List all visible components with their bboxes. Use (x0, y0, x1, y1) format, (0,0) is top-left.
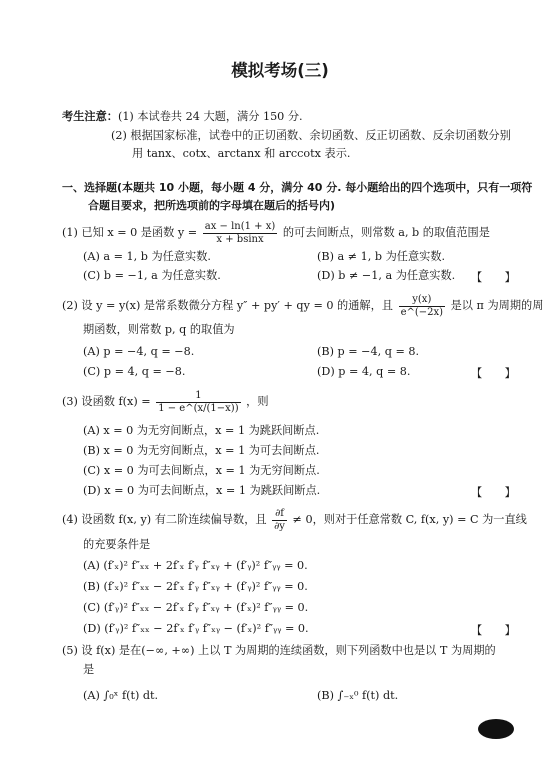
q5-stem-line-1: (5) 设 f(x) 是在(−∞, +∞) 上以 T 为周期的连续函数，则下列函数中也是以 T 为周期的 (62, 644, 496, 657)
q4-option-a: (A) (f′ₓ)² f″ₓₓ + 2f′ₓ f′ᵧ f″ₓᵧ + (f′ᵧ)² f″ᵧᵧ = 0. (83, 559, 308, 572)
q4-option-d: (D) (f′ᵧ)² f″ₓₓ − 2f′ₓ f′ᵧ f″ₓᵧ − (f′ₓ)² f″ᵧᵧ = 0. (83, 622, 309, 635)
q2-fraction-den: e^(−2x) (400, 306, 444, 318)
q5-option-a: (A) ∫₀ˣ f(t) dt. (83, 689, 159, 702)
q3-stem-pre: (3) 设函数 f(x) = (62, 395, 151, 408)
q3-fraction-num: 1 (156, 390, 240, 403)
q5-stem-line-2: 是 (83, 663, 95, 676)
q1-fraction-den: x + bsinx (216, 233, 264, 245)
q1-stem-pre: (1) 已知 x = 0 是函数 y = (62, 226, 198, 239)
q1-option-b: (B) a ≠ 1, b 为任意实数. (317, 250, 446, 263)
q4-stem-pre: (4) 设函数 f(x, y) 有二阶连续偏导数，且 (62, 513, 267, 526)
notice-item-2a: (2) 根据国家标准，试卷中的正切函数、余切函数、反正切函数、反余切函数分别 (111, 129, 511, 142)
q3-option-a: (A) x = 0 为无穷间断点，x = 1 为跳跃间断点. (83, 424, 320, 437)
q2-option-a: (A) p = −4, q = −8. (83, 345, 195, 358)
notice-item-1: (1) 本试卷共 24 大题，满分 150 分. (117, 110, 303, 123)
q1-option-a: (A) a = 1, b 为任意实数. (83, 250, 211, 263)
q3-option-c: (C) x = 0 为可去间断点，x = 1 为无穷间断点. (83, 464, 320, 477)
q2-option-c: (C) p = 4, q = −8. (83, 365, 186, 378)
q2-stem-line-2: 期函数，则常数 p, q 的取值为 (83, 323, 235, 336)
q2-stem-post: 是以 π 为周期的周 (450, 299, 544, 312)
q1-answer-bracket[interactable]: 【 】 (471, 271, 516, 284)
section-heading-line-2: 合题目要求，把所选项前的字母填在题后的括号内) (88, 199, 336, 212)
q2-stem-pre: (2) 设 y = y(x) 是常系数微分方程 y″ + py′ + qy = 0 的通解，且 (62, 299, 393, 312)
q1-stem-post: 的可去间断点，则常数 a, b 的取值范围是 (282, 226, 490, 239)
q3-answer-bracket[interactable]: 【 】 (471, 486, 516, 499)
q1-option-c: (C) b = −1, a 为任意实数. (83, 269, 221, 282)
q3-option-d: (D) x = 0 为可去间断点，x = 1 为跳跃间断点. (83, 484, 321, 497)
q2-option-b: (B) p = −4, q = 8. (317, 345, 420, 358)
q1-stem (62, 219, 490, 247)
q4-stem (62, 506, 527, 534)
q4-option-c: (C) (f′ᵧ)² f″ₓₓ − 2f′ₓ f′ᵧ f″ₓᵧ + (f′ₓ)² f″ᵧᵧ = 0. (83, 601, 309, 614)
q2-fraction-num: y(x) (399, 294, 445, 307)
q3-option-b: (B) x = 0 为无穷间断点，x = 1 为可去间断点. (83, 444, 320, 457)
q3-fraction (156, 390, 240, 415)
q4-fraction (272, 508, 287, 533)
page-title: 模拟考场(三) (231, 61, 329, 80)
q1-option-d: (D) b ≠ −1, a 为任意实数. (317, 269, 456, 282)
notice-item-2b: 用 tanx、cotx、arctanx 和 arccotx 表示. (132, 147, 351, 160)
section-heading-line-1: 一、选择题(本题共 10 小题，每小题 4 分，满分 40 分. 每小题给出的四个选项中，只有一项符 (62, 181, 533, 194)
q4-stem-line-2: 的充要条件是 (83, 538, 151, 551)
q4-fraction-den: ∂y (274, 520, 285, 532)
q2-answer-bracket[interactable]: 【 】 (471, 367, 516, 380)
q2-fraction (399, 294, 445, 319)
q2-option-d: (D) p = 4, q = 8. (317, 365, 411, 378)
q4-option-b: (B) (f′ₓ)² f″ₓₓ − 2f′ₓ f′ᵧ f″ₓᵧ + (f′ᵧ)² f″ᵧᵧ = 0. (83, 580, 308, 593)
q2-stem (62, 292, 543, 320)
q4-answer-bracket[interactable]: 【 】 (471, 624, 516, 637)
q1-fraction (203, 221, 278, 246)
notice-line-1 (62, 110, 303, 124)
q1-fraction-num: ax − ln(1 + x) (204, 220, 276, 232)
q4-stem-post: ≠ 0，则对于任意常数 C, f(x, y) = C 为一直线 (292, 513, 527, 526)
q3-stem (62, 387, 269, 417)
q3-fraction-den: 1 − e^(x/(1−x)) (158, 402, 239, 414)
q4-fraction-num: ∂f (272, 508, 287, 521)
page-marker-shape (478, 719, 514, 739)
q5-option-b: (B) ∫₋ₓ⁰ f(t) dt. (317, 689, 399, 702)
notice-label: 考生注意： (62, 110, 118, 123)
q3-stem-post: ，则 (246, 395, 269, 408)
